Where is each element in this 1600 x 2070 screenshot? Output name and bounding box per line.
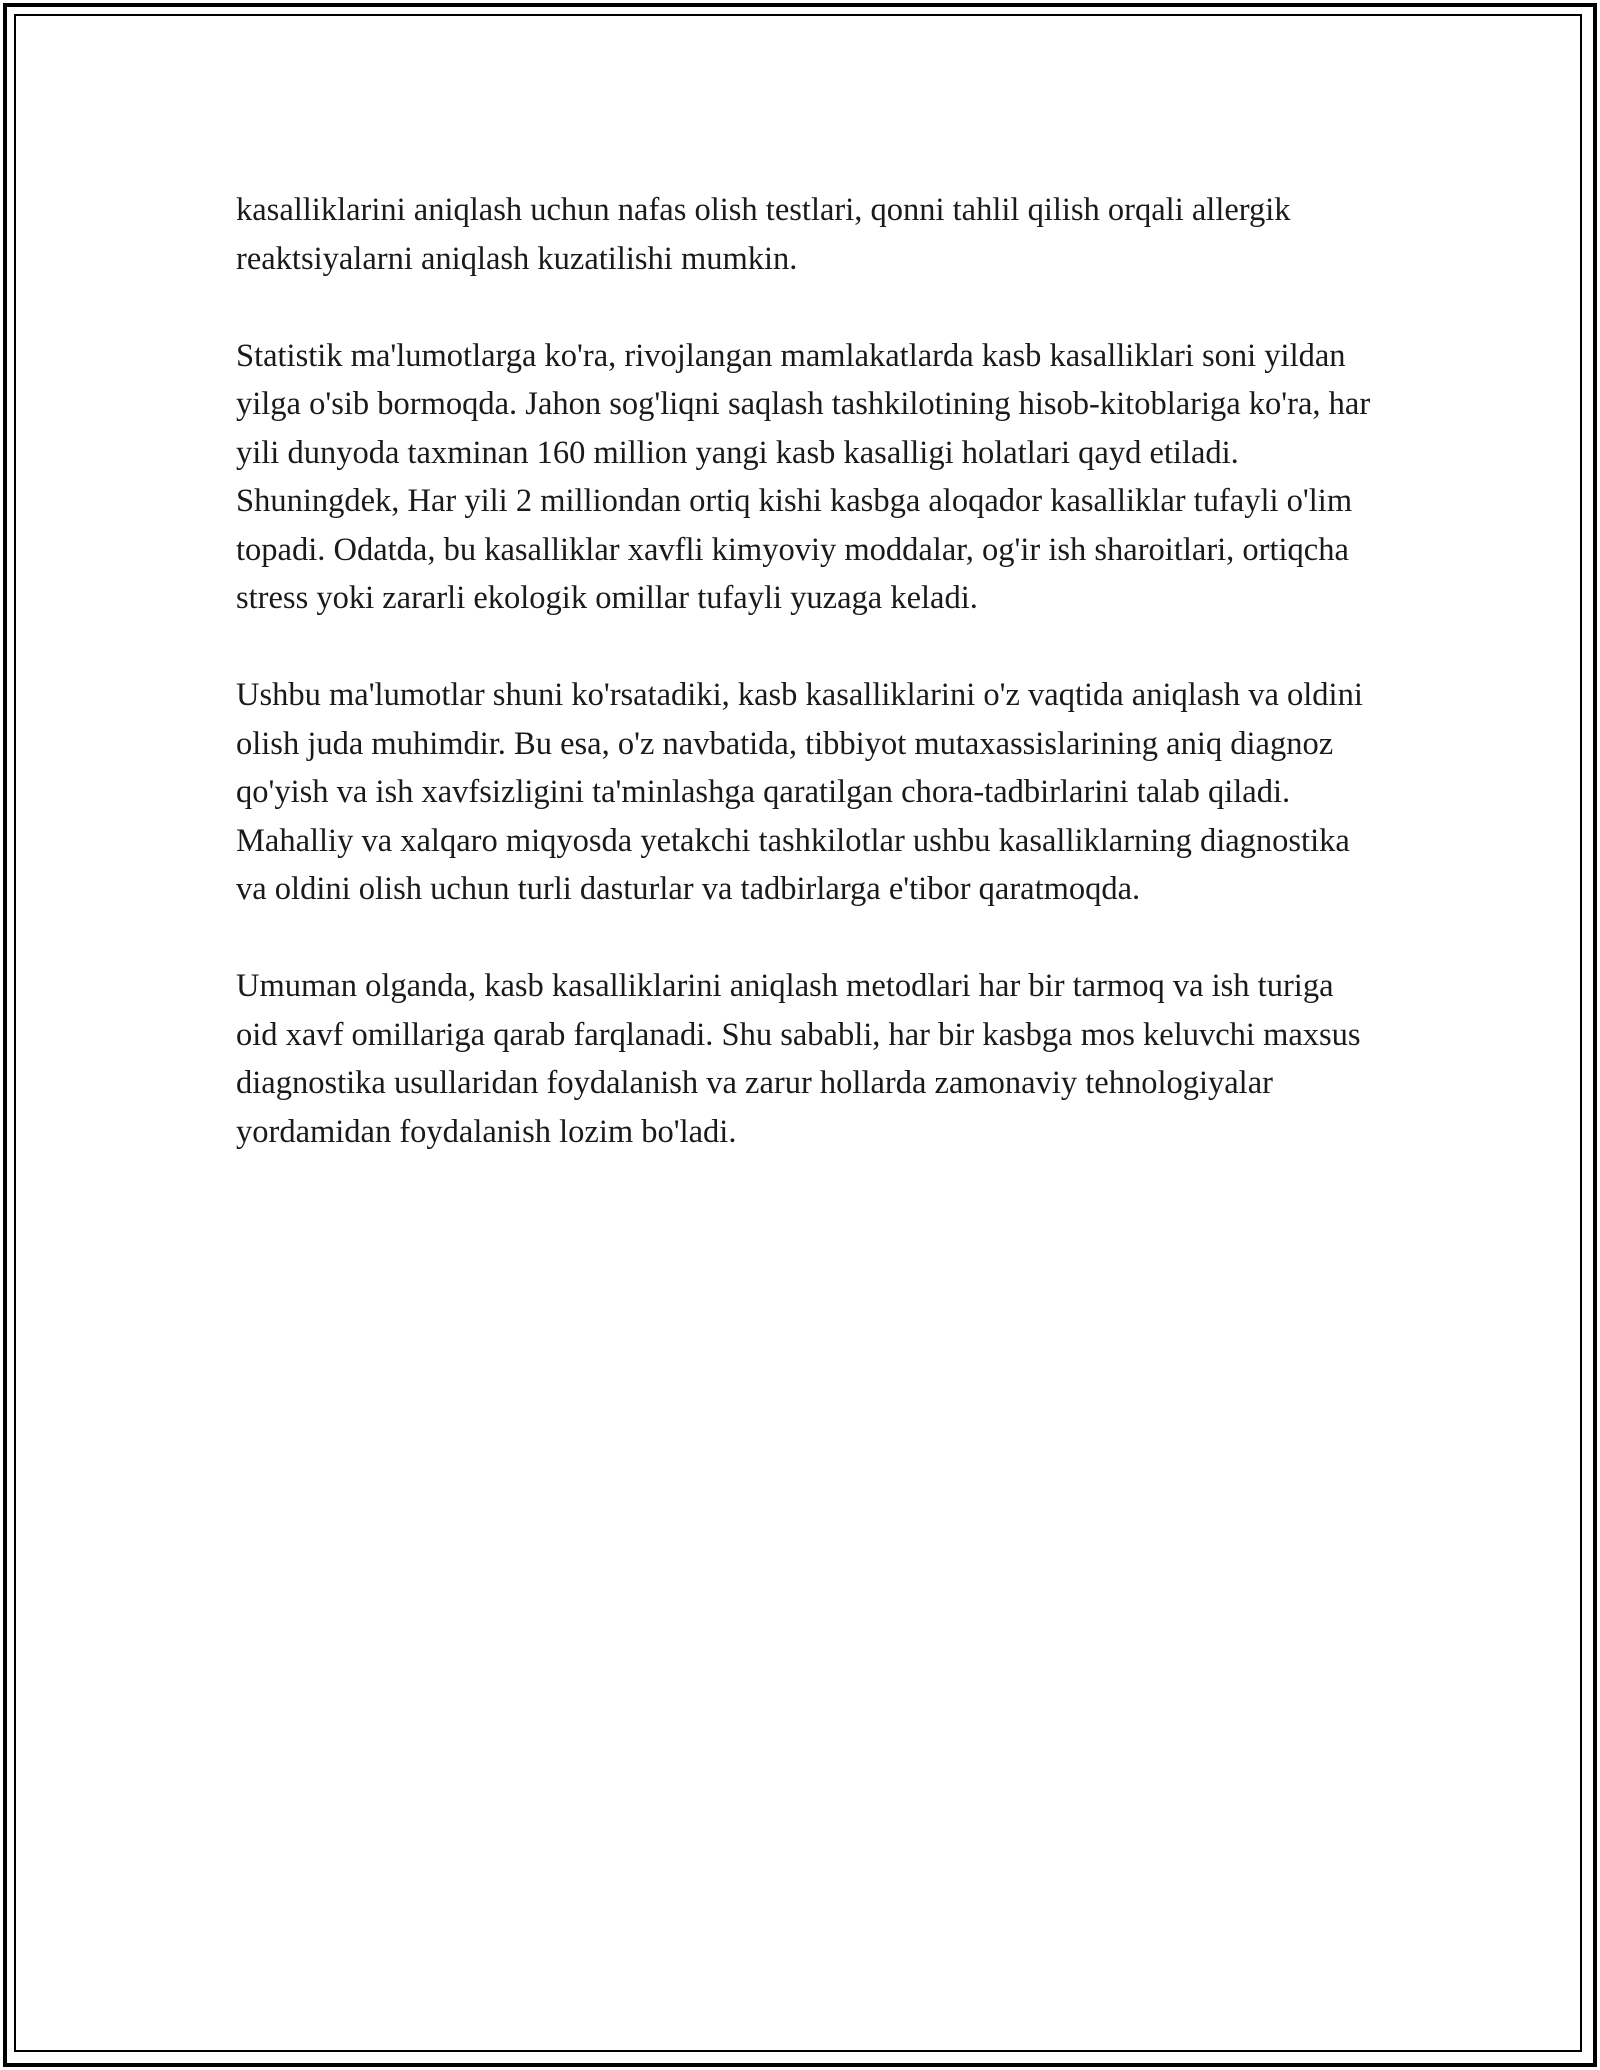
paragraph-1: kasalliklarini aniqlash uchun nafas olish testlari, qonni tahlil qilish orqali allergik reaktsiyalarni aniqlash kuzatilishi mumkin. — [236, 192, 1291, 277]
document-body — [236, 186, 1376, 1156]
paragraph-3: Ushbu ma'lumotlar shuni ko'rsatadiki, kasb kasalliklarini o'z vaqtida aniqlash va oldini olish juda muhimdir. Bu esa, o'z navbatida, tibbiyot mutaxassislarining aniq diagnoz qo'yish va ish xavfsizligini ta'minlashga qaratilgan chora-tadbirlarini talab qiladi. Mahalliy va xalqaro miqyosda yetakchi tashkilotlar ushbu kasalliklarning diagnostika va oldini olish uchun turli dasturlar va tadbirlarga e'tibor qaratmoqda. — [236, 677, 1363, 907]
paragraph-4: Umuman olganda, kasb kasalliklarini aniqlash metodlari har bir tarmoq va ish turiga oid xavf omillariga qarab farqlanadi. Shu sababli, har bir kasbga mos keluvchi maxsus diagnostika usullaridan foydalanish va zarur hollarda zamonaviy tehnologiyalar yordamidan foydalanish lozim bo'ladi. — [236, 968, 1361, 1150]
paragraph-2: Statistik ma'lumotlarga ko'ra, rivojlangan mamlakatlarda kasb kasalliklari soni yildan yilga o'sib bormoqda. Jahon sog'liqni saqlash tashkilotining hisob-kitoblariga ko'ra, har yili dunyoda taxminan 160 million yangi kasb kasalligi holatlari qayd etiladi. Shuningdek, Har yili 2 milliondan ortiq kishi kasbga aloqador kasalliklar tufayli o'lim topadi. Odatda, bu kasalliklar xavfli kimyoviy moddalar, og'ir ish sharoitlari, ortiqcha stress yoki zararli ekologik omillar tufayli yuzaga keladi. — [236, 337, 1371, 616]
